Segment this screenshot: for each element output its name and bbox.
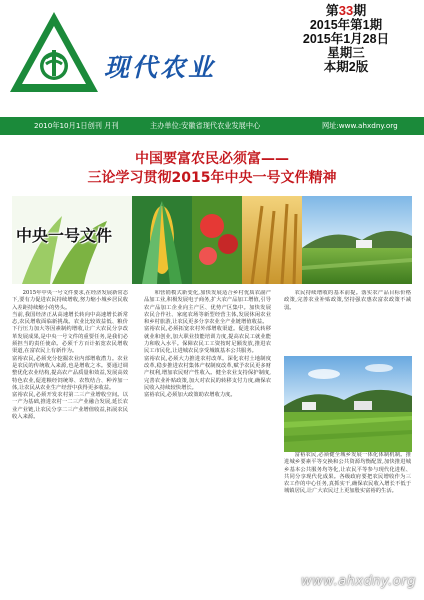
article-headline (0, 150, 424, 188)
banner-label: 中央一号文件 (16, 226, 113, 245)
founded-info: 2010年10月1日创刊 月刊 (34, 121, 119, 130)
article-column-2 (144, 290, 271, 590)
newspaper-title: 现代农业 (104, 53, 217, 82)
website-info: 网址:www.ahxdny.org (322, 121, 398, 130)
column-3-text-bottom: 富裕农民,必须健全城乡发展一体化体制机制。推进城乡要素平等交换和公共资源均衡配置,加快推进城乡基本公共服务均等化,让农民平等参与现代化进程、共同分享现代化成果。各级政府要把农民增收作为三农工作的中心任务,真抓实干,确保农民收入增长不低于城镇居民,让广大农民过上更加殷实富裕的生活。 (284, 452, 411, 495)
issue-date: 2015年1月28日 (302, 32, 390, 46)
issue-weekday: 星期三 (327, 46, 365, 60)
issue-info (276, 4, 416, 74)
column-1-text: 2015年中央一号文件要求,在经济发展新常态下,要有力促进农民持续增收,努力缩小城乡居民收入差距持续缩小的势头。 当前,我国经济正从高速增长转向中高速增长新常态,农民增收面临新挑战。农业比较效益低、粮价下行压力加大等因素制约增收,让广大农民分享改革发展成果,是中央一号文件的重要任务,是我们必须担当的责任使命。必须千方百计拓宽农民增收渠道,在富农民上有新作为。 富裕农民,必须充分挖掘农业内部增收潜力。农业是农民的传统收入来源,也是增收之本。要通过调整优化农业结构,提高农产品质量和效益,发展高效特色农业,促进粮经饲统筹、农牧结合、种养加一体,让农民从农业生产经营中获得更多收益。 富裕农民,必须开发农村第二三产业增收空间。以一产为基础,推进农村一二三产业融合发展,延长农业产业链,让农民分享二三产业增值收益,拓展农民收入来源。 (12, 290, 128, 421)
website-watermark: www.ahxdny.org (301, 574, 416, 589)
issue-year-number: 2015年第1期 (309, 18, 383, 32)
column-3-text-top: 农民持续增收的基本前提。落实农产品目标价格政策,完善农业补贴政策,坚持强农惠农富农政策不减弱。 (284, 290, 411, 311)
rural-village-photo (284, 356, 412, 452)
issue-total-number: 第33期 (325, 3, 367, 18)
headline-line-1: 中国要富农民必须富—— (135, 151, 289, 167)
sponsor-info: 主办单位:安徽省现代农业发展中心 (150, 121, 261, 130)
info-bar (0, 117, 424, 135)
column-2-text: 和营销模式新变化,加快发展适合乡村优质农副产品加工业,积极发展电子商务,扩大农产品加工增值,引导农产品加工企业向主产区、优势产区集中。加快发展农民合作社、家庭农场等新型经营主体,发展休闲农业和乡村旅游,让农民更多分享农业全产业链增值收益。 富裕农民,必须拓宽农村外部增收渠道。促进农民转移就业和创业,加大职业技能培训力度,提高农民工就业能力和收入水平。保障农民工工资按时足额发放,推进农民工市民化,让进城农民享受城镇基本公共服务。 富裕农民,必须大力推进农村改革。深化农村土地制度改革,稳步推进农村集体产权制度改革,赋予农民更多财产权利,增加农民财产性收入。健全农业支持保护制度,完善农业补贴政策,加大对农民的转移支付力度,确保农民收入持续较快增长。 富裕农民,必须加大政策助农增收力度。 (144, 290, 271, 399)
article-column-1 (12, 290, 128, 590)
issue-pages: 本期2版 (323, 60, 369, 74)
green-triangle-logo-icon (8, 10, 100, 94)
headline-line-2: 三论学习贯彻2015年中央一号文件精神 (87, 170, 337, 186)
